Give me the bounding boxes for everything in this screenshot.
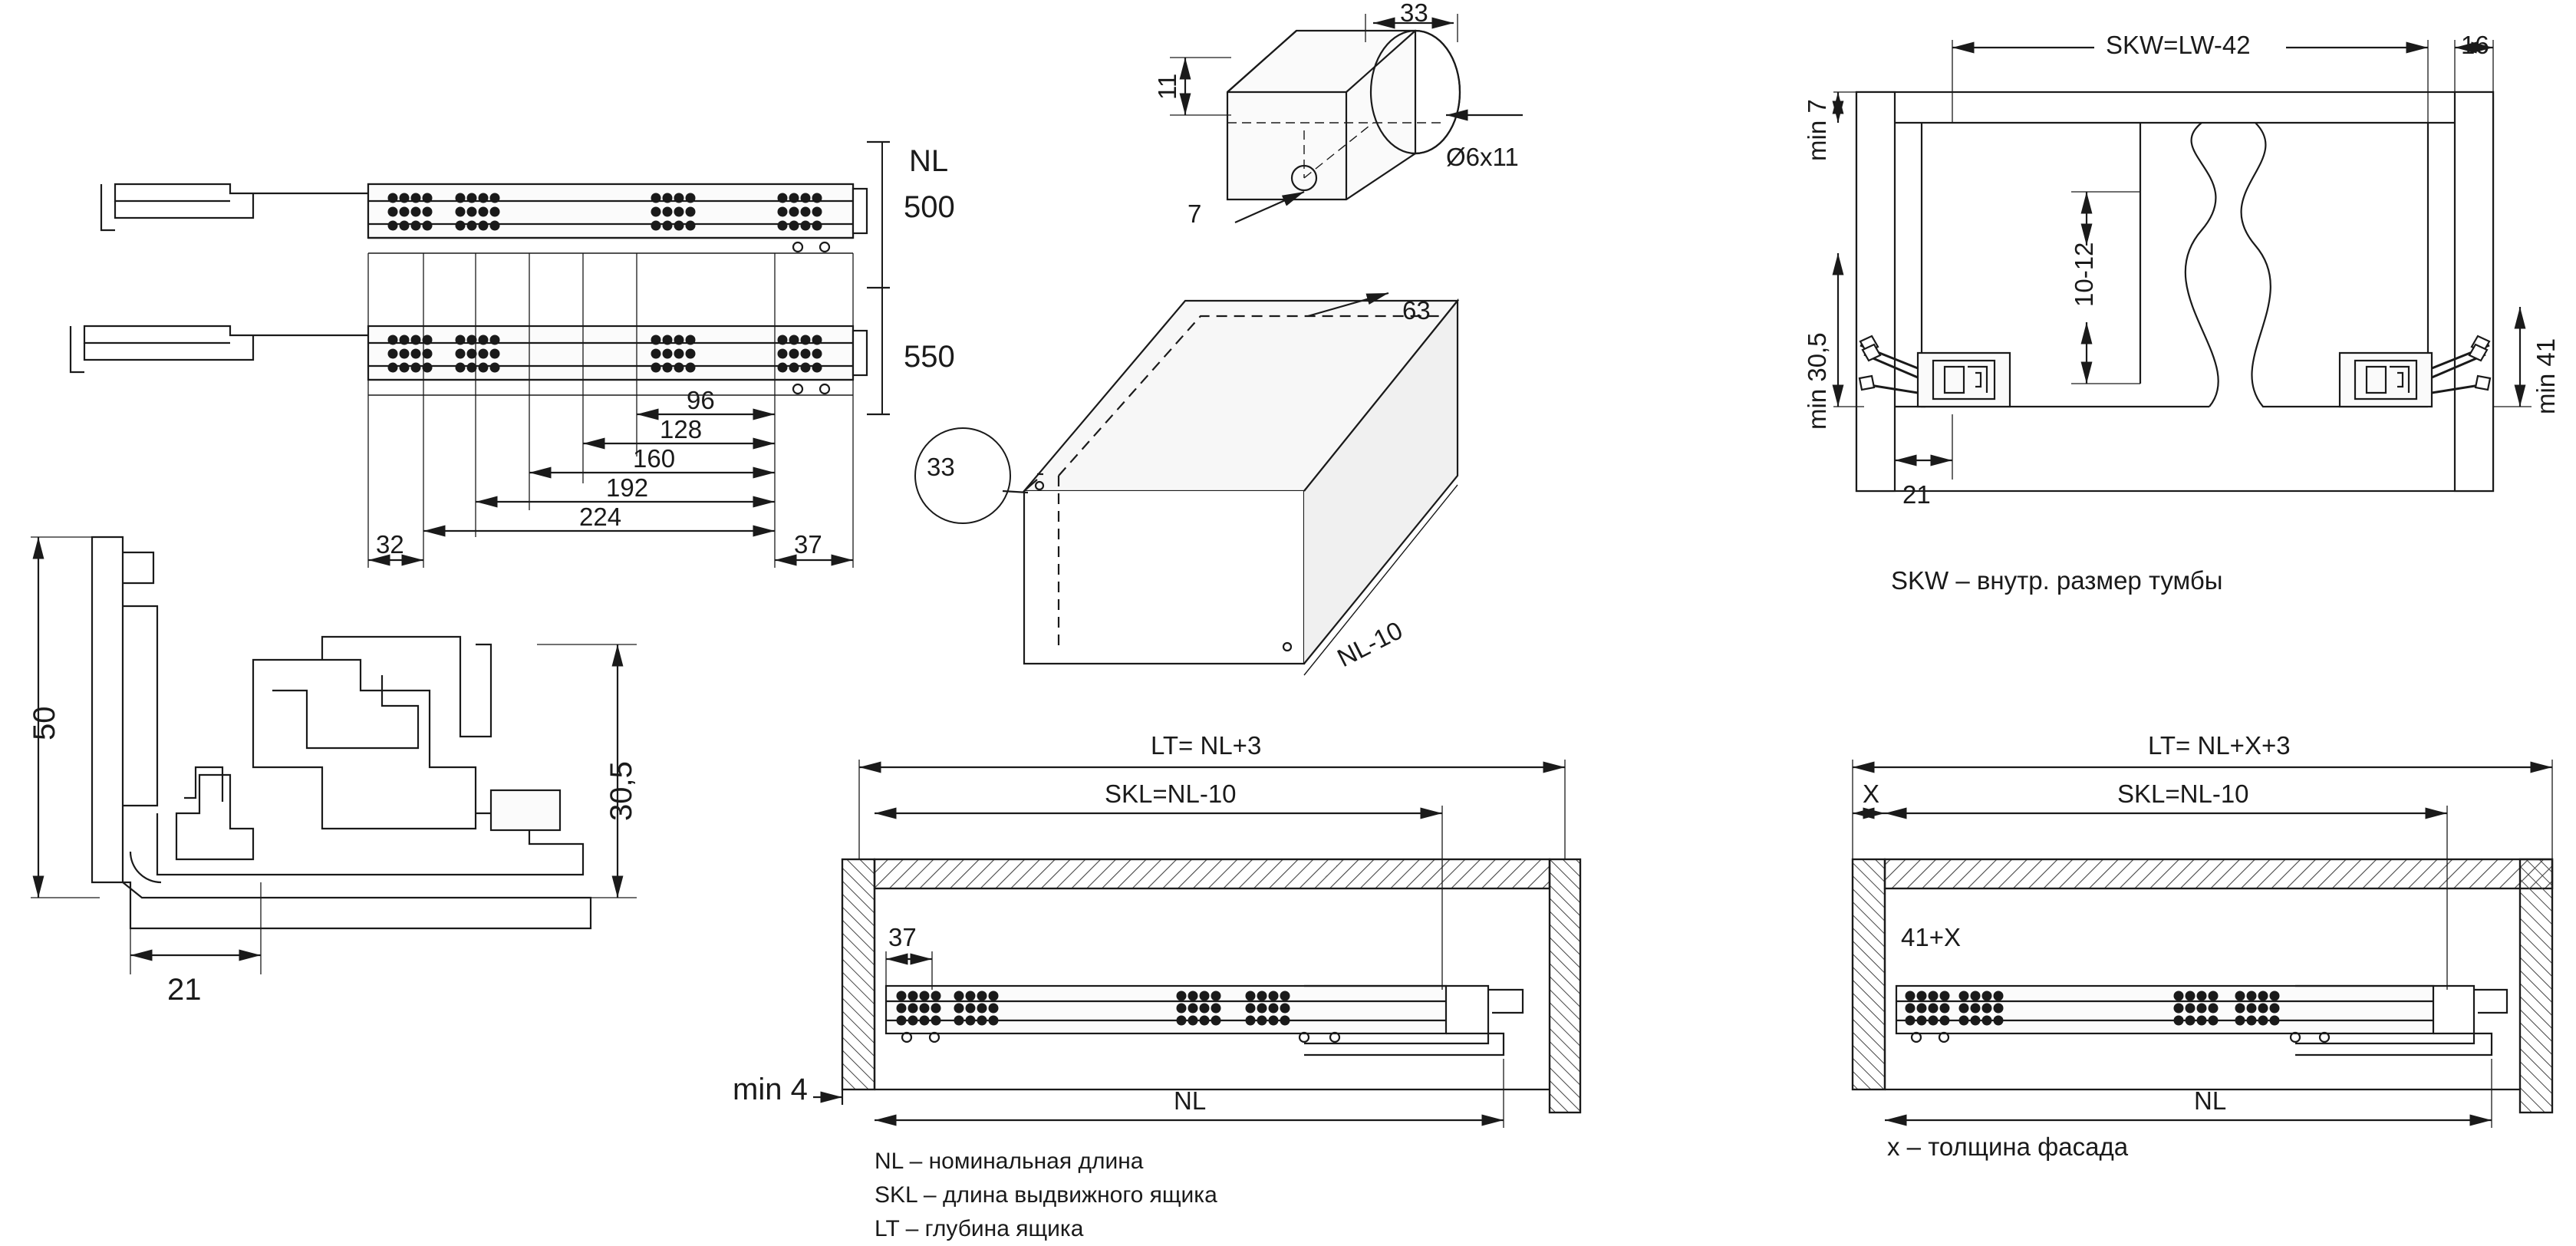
- legend-line-lt: LT – глубина ящика: [875, 1216, 1084, 1241]
- note-skw: SKW – внутр. размер тумбы: [1891, 566, 2223, 595]
- dim-63: 63: [1402, 296, 1431, 325]
- legend-line-nl: NL – номинальная длина: [875, 1149, 1144, 1174]
- dim-x: X: [1863, 780, 1880, 808]
- dim-192: 192: [606, 473, 649, 502]
- dim-32: 32: [376, 530, 404, 559]
- note-x: x – толщина фасада: [1887, 1132, 2129, 1161]
- dim-skl-left: SKL=NL-10: [1105, 780, 1237, 808]
- dim-nl-10: NL-10: [1332, 615, 1407, 673]
- dim-lt-left: LT= NL+3: [1151, 731, 1262, 760]
- dim-min-41: min 41: [2532, 338, 2560, 414]
- dim-11: 11: [1153, 73, 1181, 100]
- dim-10-12: 10-12: [2070, 242, 2098, 307]
- dim-skw: SKW=LW-42: [2106, 31, 2251, 59]
- label-nl: NL: [909, 144, 949, 178]
- label-length-550: 550: [904, 340, 955, 374]
- dim-min-7: min 7: [1803, 99, 1831, 161]
- legend-line-skl: SKL – длина выдвижного ящика: [875, 1182, 1217, 1208]
- dim-min-30-5: min 30,5: [1803, 332, 1831, 430]
- dim-16: 16: [2461, 31, 2489, 59]
- dim-min-4: min 4: [733, 1073, 808, 1106]
- dim-50: 50: [28, 706, 61, 740]
- dim-96: 96: [687, 386, 715, 414]
- dim-128: 128: [660, 415, 703, 443]
- detail-33: 33: [927, 453, 955, 481]
- dim-37: 37: [794, 530, 822, 559]
- dim-224: 224: [579, 503, 622, 531]
- dim-skl-right: SKL=NL-10: [2117, 780, 2249, 808]
- label-length-500: 500: [904, 190, 955, 224]
- dim-7: 7: [1188, 199, 1202, 228]
- dim-37-left: 37: [888, 923, 917, 951]
- dim-41x: 41+X: [1901, 923, 1961, 951]
- dim-160: 160: [633, 444, 676, 473]
- dim-21-profile: 21: [167, 973, 202, 1007]
- dim-lt-right: LT= NL+X+3: [2148, 731, 2291, 760]
- dim-30-5: 30,5: [604, 761, 638, 821]
- dim-21-cabinet: 21: [1902, 480, 1931, 509]
- dim-nl-left: NL: [1174, 1086, 1207, 1115]
- dim-nl-right: NL: [2194, 1086, 2227, 1115]
- dim-hole: Ø6x11: [1446, 143, 1519, 171]
- dim-33-dowel: 33: [1400, 0, 1428, 27]
